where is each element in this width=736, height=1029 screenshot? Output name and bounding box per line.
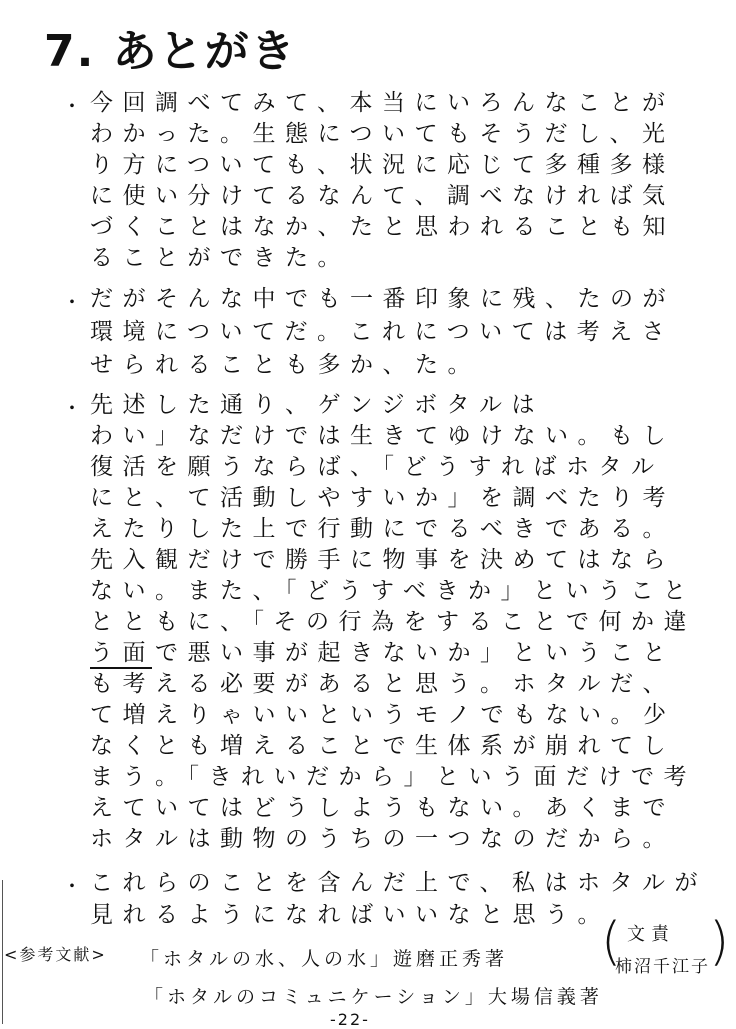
references-label: <参考文献> xyxy=(4,945,107,964)
text-line: り方についても、状況に応じて多種多様 xyxy=(90,152,675,178)
text-line: せられることも多か、た。 xyxy=(90,352,480,378)
text-line: に使い分けてるなんて、調べなければ気 xyxy=(90,183,675,209)
text-line: えていてはどうしようもない。あくまで xyxy=(90,795,675,821)
text-line: とともに、「その行為をすることで何か違 xyxy=(90,609,696,635)
right-parenthesis: ) xyxy=(709,912,730,972)
text-line: ホタルは動物のうちの一つなのだから。 xyxy=(90,826,675,852)
text-line: にと、て活動しやすいか」を調べたり考 xyxy=(90,485,675,511)
text-line: 先述した通り、ゲンジボタルは xyxy=(90,392,544,418)
text-line: なくとも増えることで生体系が崩れてし xyxy=(90,733,675,759)
bullet-mark: ・ xyxy=(62,874,82,898)
reference-item: 「ホタルのコミュニケーション」大場信義著 xyxy=(144,986,603,1008)
text-line: 復活を願うならば、「どうすればホタル xyxy=(90,454,664,480)
page-title: 7. あとがき xyxy=(44,26,297,77)
bullet-mark: ・ xyxy=(62,396,82,420)
bullet-mark: ・ xyxy=(62,94,82,118)
reference-item: 「ホタルの水、人の水」遊磨正秀著 xyxy=(140,948,509,970)
margin-line xyxy=(2,880,3,1024)
text-line: ない。また、「どうすべきか」ということ xyxy=(90,578,696,604)
text-line: これらのことを含んだ上で、私はホタルが xyxy=(90,870,708,896)
text-line: 先入観だけで勝手に物事を決めてはなら xyxy=(90,547,675,573)
left-parenthesis: ( xyxy=(601,912,622,972)
text-line: て増えりゃいいというモノでもない。少 xyxy=(90,702,676,728)
text-line: えたりした上で行動にでるべきである。 xyxy=(90,516,675,542)
text-line: わかった。生態についてもそうだし、光 xyxy=(90,121,675,147)
text-line: 環境についてだ。これについては考えさ xyxy=(90,319,675,345)
text-line: まう。「きれいだから」という面だけで考 xyxy=(90,764,696,790)
text-line: も考える必要があると思う。ホタルだ、 xyxy=(90,671,675,697)
text-line: だがそんな中でも一番印象に残、たのが xyxy=(90,286,675,312)
underline-mark xyxy=(90,667,152,669)
text-line: 今回調べてみて、本当にいろんなことが xyxy=(90,90,675,116)
text-line: う面で悪い事が起きないか」ということ xyxy=(90,640,675,666)
author-credit-title: 文責 xyxy=(627,924,675,945)
text-line: ることができた。 xyxy=(90,245,350,271)
text-line: 見れるようになればいいなと思う。 xyxy=(90,902,610,928)
text-line: づくことはなか、たと思われることも知 xyxy=(90,214,675,240)
text-line: わい」なだけでは生きてゆけない。もし xyxy=(90,423,675,449)
page-number: -22- xyxy=(330,1010,370,1029)
bullet-mark: ・ xyxy=(62,290,82,314)
author-name: 柿沼千江子 xyxy=(615,957,710,977)
